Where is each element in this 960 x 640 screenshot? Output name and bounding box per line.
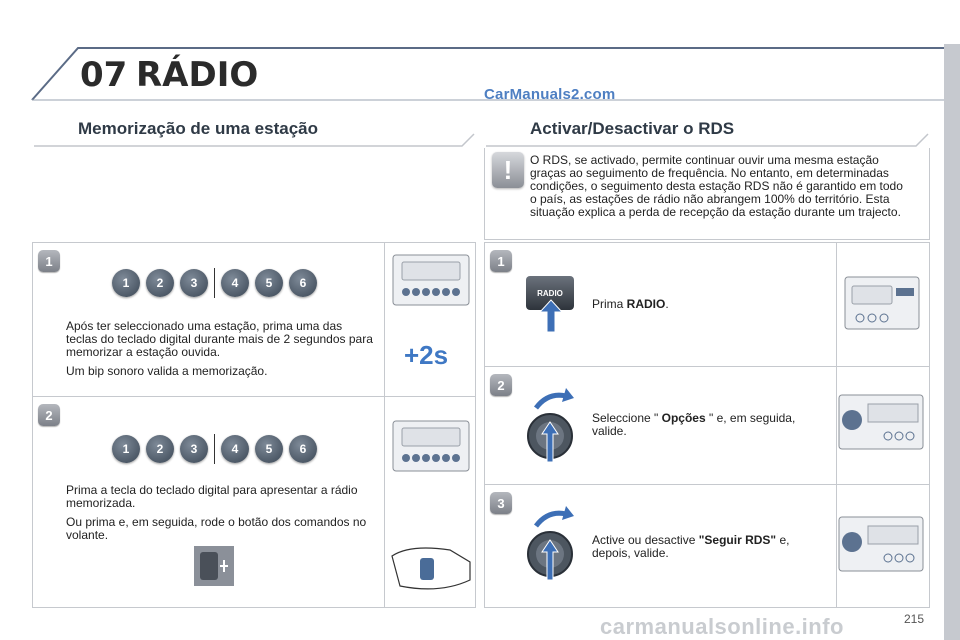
step-number-2: 2	[490, 374, 512, 396]
right-step3-text	[592, 534, 828, 560]
preset-key-5[interactable]: 5	[255, 269, 283, 297]
steering-column-icon	[390, 540, 474, 594]
preset-key-2[interactable]: 2	[146, 435, 174, 463]
hold-2s-icon	[402, 334, 452, 374]
radio-unit-knob-icon	[838, 394, 924, 450]
keypad-separator	[214, 434, 215, 464]
right-step2-text	[592, 412, 828, 438]
chapter-title: RÁDIO	[136, 55, 259, 95]
preset-key-5[interactable]: 5	[255, 435, 283, 463]
left-section-title: Memorização de uma estação	[78, 119, 318, 138]
page-side-band	[944, 44, 960, 640]
page-number: 215	[904, 612, 925, 626]
right-panel-hdivider-2	[484, 484, 930, 485]
right-step3-bold: "Seguir RDS"	[698, 533, 777, 547]
chapter-number: 07	[80, 55, 128, 95]
preset-key-1[interactable]: 1	[112, 269, 140, 297]
preset-keypad[interactable]	[112, 268, 317, 298]
radio-button[interactable]: RADIO	[526, 276, 574, 310]
preset-key-6[interactable]: 6	[289, 269, 317, 297]
rotary-knob-icon-2[interactable]	[522, 504, 578, 584]
right-step2-pre: Seleccione "	[592, 411, 662, 425]
radio-unit-knob-icon-2	[838, 516, 924, 572]
step-number-1: 1	[490, 250, 512, 272]
watermark: CarManuals2.com	[484, 86, 616, 103]
left-panel-hdivider	[32, 396, 476, 397]
preset-key-2[interactable]: 2	[146, 269, 174, 297]
rotary-knob-icon[interactable]	[522, 386, 578, 466]
preset-keypad-2[interactable]	[112, 434, 317, 464]
right-section-title: Activar/Desactivar o RDS	[530, 119, 735, 138]
rds-note-text: O RDS, se activado, permite continuar ouvir uma mesma estação graças ao seguimento de frequência. No entanto, em determinadas condições, o seguimento desta estação RDS não é garantido em todo o país, as estações de rádio não abrangem 100% do território. Esta situação explica a perda de recepção da estação durante um trajecto.	[530, 153, 903, 219]
left-step2-text-1: Prima a tecla do teclado digital para apresentar a rádio memorizada.	[66, 483, 358, 510]
hold-2s-badge: +2s	[404, 340, 449, 370]
footer-watermark: carmanualsonline.info	[600, 614, 844, 639]
step-number-2: 2	[38, 404, 60, 426]
step-number-1: 1	[38, 250, 60, 272]
radio-unit-icon	[392, 254, 470, 306]
step-number-3: 3	[490, 492, 512, 514]
keypad-separator	[214, 268, 215, 298]
right-step2-bold: Opções	[661, 411, 706, 425]
left-step1-text-1: Após ter seleccionado uma estação, prima uma das teclas do teclado digital durante mais de 2 segundos para memorizar a estação ouvida.	[66, 319, 373, 359]
right-panel-vdivider	[836, 242, 837, 608]
steering-control-icon	[194, 546, 234, 586]
left-panel-vdivider	[384, 242, 385, 608]
right-step3-pre: Active ou desactive	[592, 533, 699, 547]
right-step1-text	[592, 298, 822, 311]
right-step1-post: .	[665, 297, 669, 311]
left-step1-text-2: Um bip sonoro valida a memorização.	[66, 364, 268, 378]
radio-unit-detail-icon	[844, 276, 920, 330]
preset-key-4[interactable]: 4	[221, 269, 249, 297]
right-step3-post: e, depois, valide.	[592, 533, 790, 560]
left-step2-text	[66, 484, 376, 548]
preset-key-3[interactable]: 3	[180, 435, 208, 463]
left-step2-text-2: Ou prima e, em seguida, rode o botão dos comandos no volante.	[66, 515, 367, 542]
right-step1-pre: Prima	[592, 297, 627, 311]
right-step1-bold: RADIO	[626, 297, 666, 311]
right-step2-post: " e, em seguida, valide.	[592, 411, 796, 438]
preset-key-6[interactable]: 6	[289, 435, 317, 463]
left-step1-text	[66, 320, 376, 384]
preset-key-3[interactable]: 3	[180, 269, 208, 297]
preset-key-4[interactable]: 4	[221, 435, 249, 463]
right-panel-hdivider-1	[484, 366, 930, 367]
warning-icon: !	[492, 152, 524, 188]
radio-unit-icon-2	[392, 420, 470, 472]
press-arrow-icon	[538, 298, 564, 334]
preset-key-1[interactable]: 1	[112, 435, 140, 463]
